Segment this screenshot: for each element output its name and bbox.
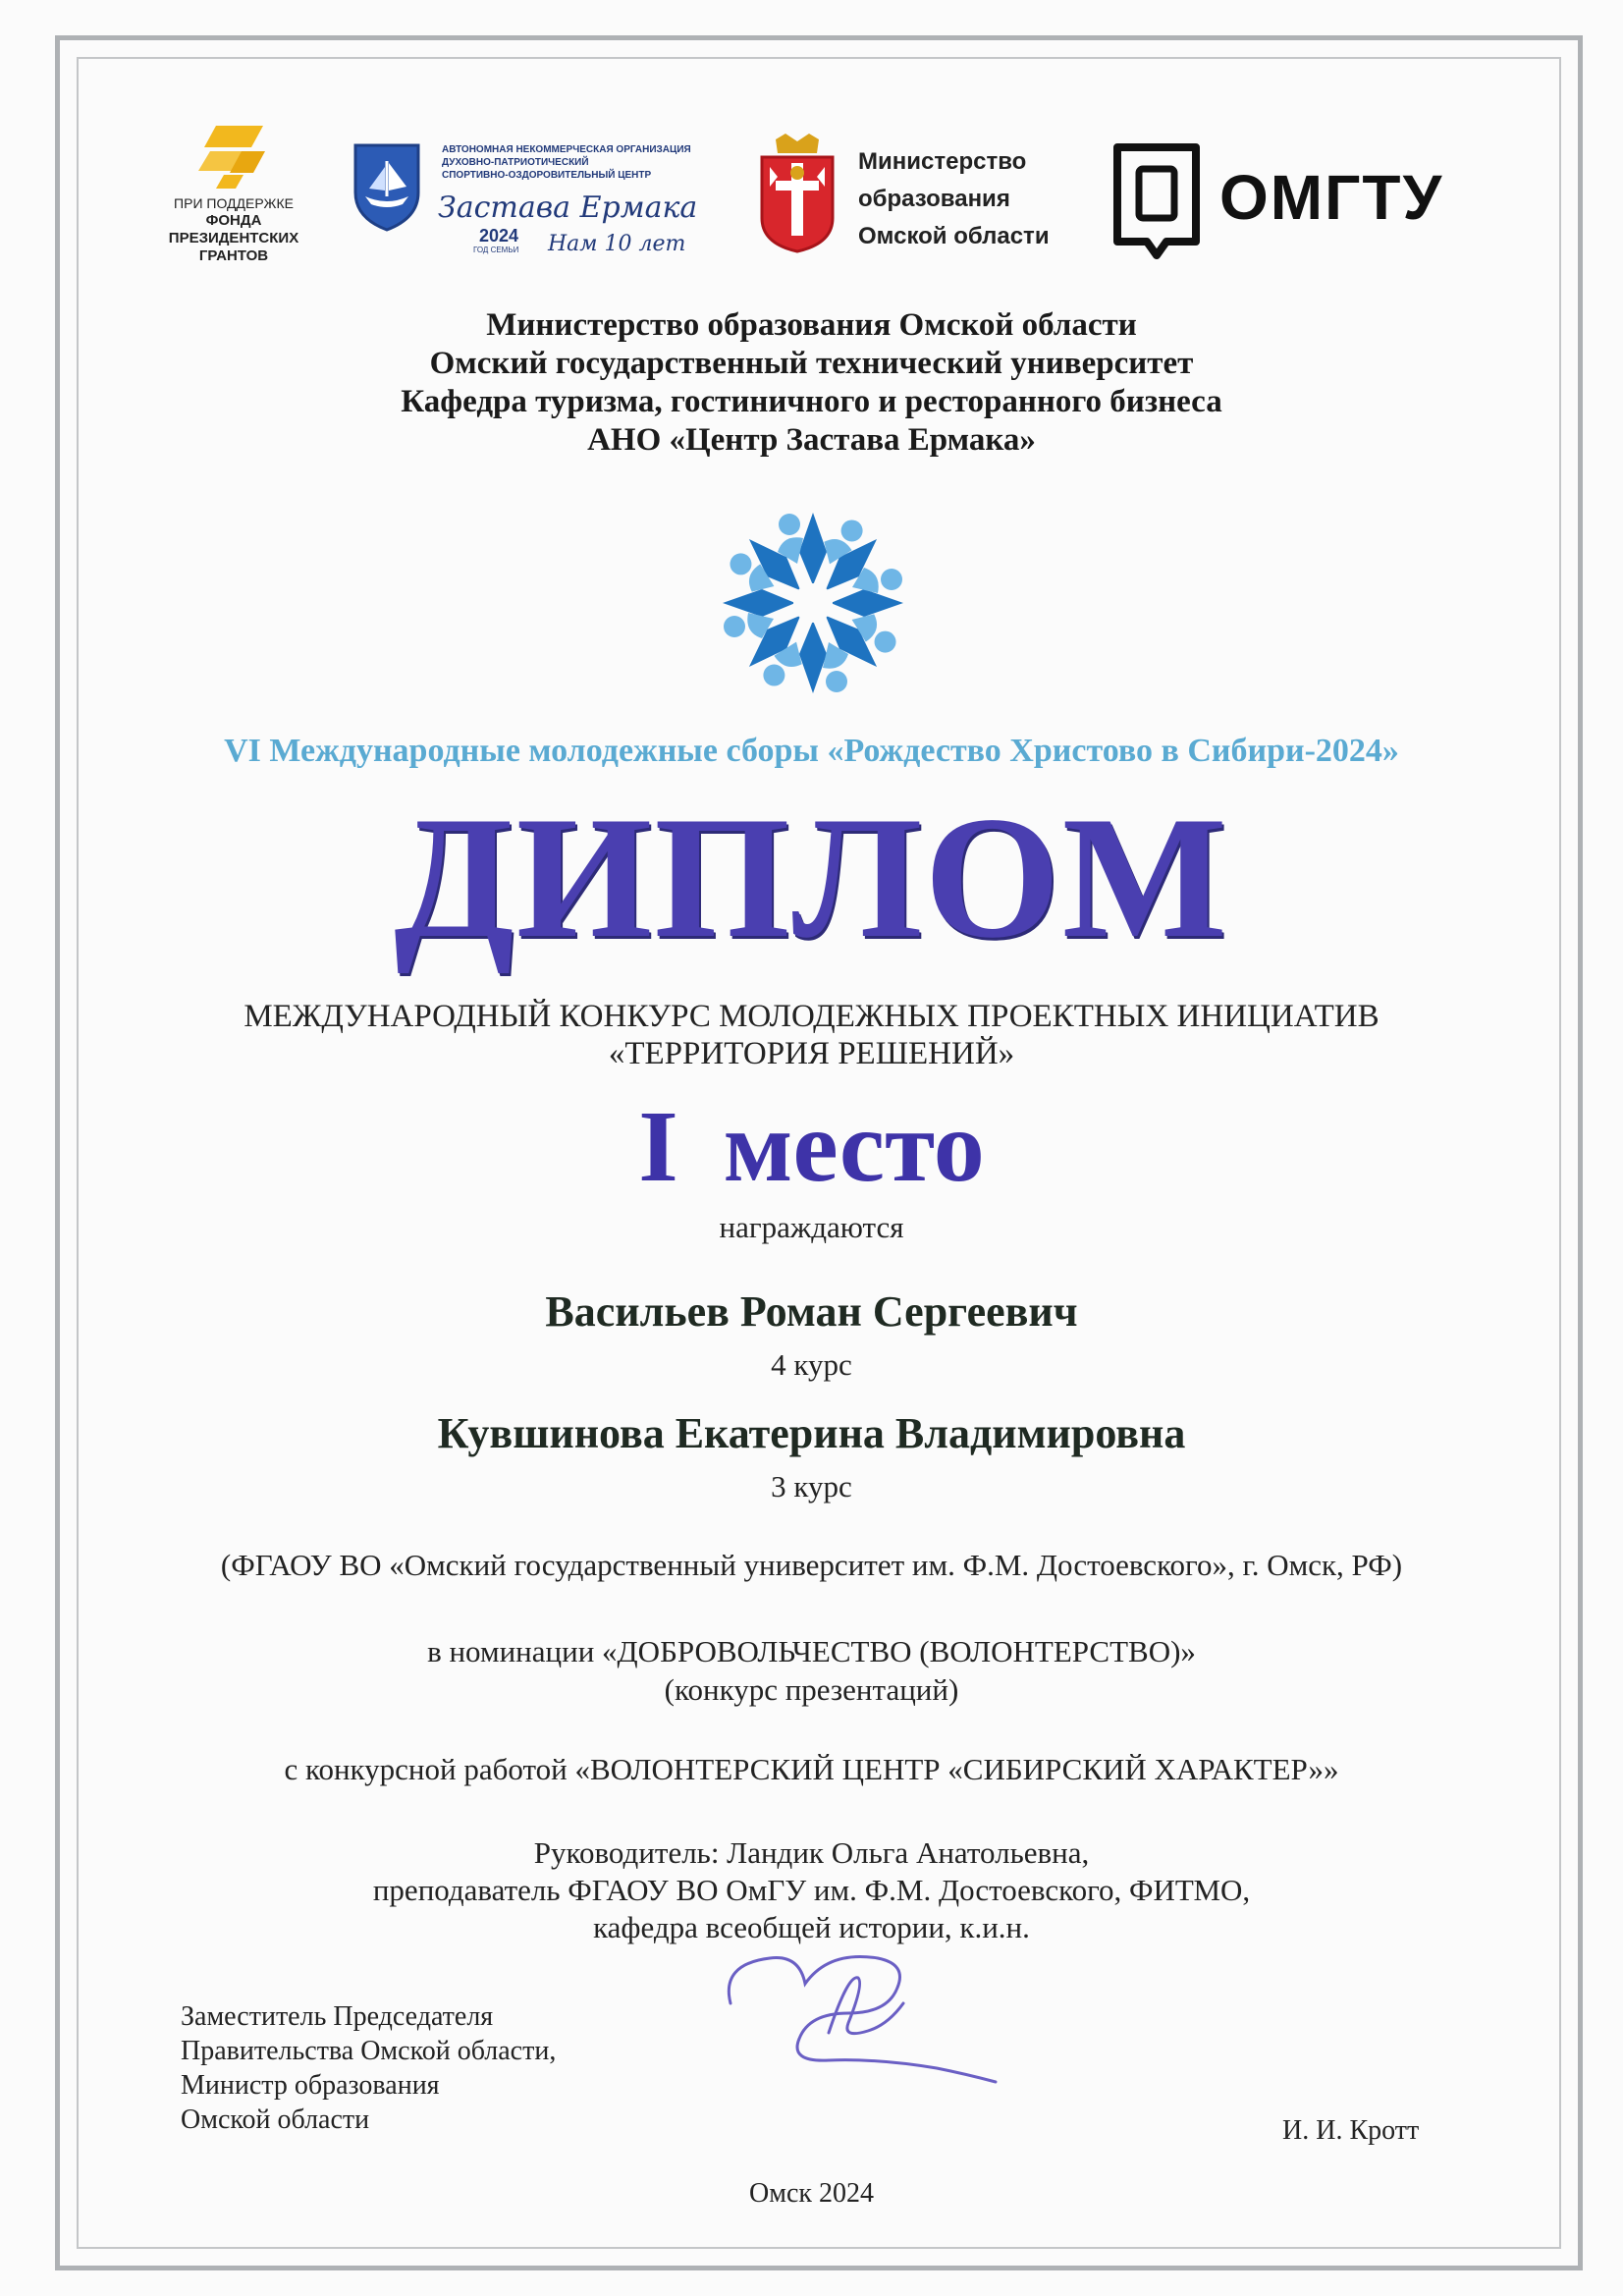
- contest-line2: «ТЕРРИТОРИЯ РЕШЕНИЙ»: [608, 1036, 1015, 1071]
- recipient-course: 3 курс: [771, 1469, 852, 1503]
- zastava-ermaka-logo: [352, 137, 705, 265]
- snowflake-people-emblem-icon: [705, 505, 921, 701]
- organizer-line: Министерство образования Омской области: [486, 307, 1137, 343]
- recipient-course: 4 курс: [771, 1347, 852, 1382]
- supervisor-line1: Руководитель: Ландик Ольга Анатольевна,: [533, 1835, 1090, 1870]
- zastava-caption1: АВТОНОМНАЯ НЕКОММЕРЧЕСКАЯ ОРГАНИЗАЦИЯ: [442, 144, 691, 155]
- signer-line4: Омской области: [181, 2105, 370, 2135]
- zastava-brand: Застава Ермака: [438, 191, 698, 225]
- contest-block: [0, 998, 1623, 1072]
- signer-name: И. И. Кротт: [1282, 2115, 1420, 2146]
- competition-work: с конкурсной работой «ВОЛОНТЕРСКИЙ ЦЕНТР «СИБИРСКИЙ ХАРАКТЕР»»: [284, 1752, 1339, 1786]
- zastava-year-sub: ГОД СЕМЬИ: [473, 246, 519, 254]
- diploma-heading: ДИПЛОМ: [394, 780, 1229, 974]
- contest-line1: МЕЖДУНАРОДНЫЙ КОНКУРС МОЛОДЕЖНЫХ ПРОЕКТНЫХ ИНИЦИАТИВ: [243, 999, 1380, 1034]
- ministry-line1: Министерство: [858, 148, 1027, 175]
- affiliation: (ФГАОУ ВО «Омский государственный университет им. Ф.М. Достоевского», г. Омск, РФ): [220, 1548, 1403, 1582]
- omgtu-text: ОМГТУ: [1219, 162, 1444, 233]
- ministry-line3: Омской области: [858, 223, 1050, 249]
- grants-line4: ГРАНТОВ: [198, 247, 269, 264]
- zastava-caption2: ДУХОВНО-ПАТРИОТИЧЕСКИЙ: [442, 157, 589, 168]
- organizer-line: АНО «Центр Застава Ермака»: [587, 422, 1036, 458]
- event-title: VI Международные молодежные сборы «Рождество Христово в Сибири-2024»: [224, 733, 1399, 769]
- recipient-name: Кувшинова Екатерина Владимировна: [437, 1409, 1186, 1457]
- grants-mark-icon: [194, 122, 273, 191]
- awarded-label: награждаются: [719, 1210, 904, 1244]
- nomination-line2: (конкурс презентаций): [664, 1672, 959, 1707]
- organizers-block: [0, 306, 1623, 460]
- omgtu-logo: [1109, 143, 1483, 261]
- supervisor-block: [0, 1834, 1623, 1946]
- ministry-logo: [756, 134, 1070, 261]
- signer-title-block: [181, 1999, 556, 2137]
- place-heading: I место: [638, 1090, 985, 1203]
- ministry-line2: образования: [858, 186, 1010, 212]
- handwritten-signature-icon: [711, 1944, 1005, 2102]
- supervisor-line2: преподаватель ФГАОУ ВО ОмГУ им. Ф.М. Достоевского, ФИТМО,: [372, 1873, 1251, 1907]
- zastava-tagline: Нам 10 лет: [548, 232, 686, 256]
- zastava-caption3: СПОРТИВНО-ОЗДОРОВИТЕЛЬНЫЙ ЦЕНТР: [442, 170, 652, 181]
- grants-line1: ПРИ ПОДДЕРЖКЕ: [174, 195, 294, 211]
- grants-line3: ПРЕЗИДЕНТСКИХ: [168, 230, 299, 246]
- omgtu-phone-icon: [1109, 143, 1204, 259]
- signer-line2: Правительства Омской области,: [181, 2036, 557, 2066]
- grants-line2: ФОНДА: [205, 212, 262, 229]
- zastava-year: 2024: [479, 226, 519, 246]
- signer-line3: Министр образования: [181, 2070, 440, 2101]
- recipient-name: Васильев Роман Сергеевич: [545, 1287, 1078, 1336]
- signer-line1: Заместитель Председателя: [181, 2001, 494, 2032]
- nomination-line1: в номинации «ДОБРОВОЛЬЧЕСТВО (ВОЛОНТЕРСТВО)»: [427, 1634, 1196, 1668]
- presidential-grants-logo: [135, 122, 332, 279]
- nomination-block: [0, 1632, 1623, 1709]
- organizer-line: Омский государственный технический университет: [429, 346, 1194, 381]
- organizer-line: Кафедра туризма, гостиничного и ресторанного бизнеса: [401, 384, 1222, 419]
- omsk-crest-icon: [756, 134, 839, 253]
- city-year: Омск 2024: [749, 2178, 874, 2209]
- ship-shield-icon: [352, 141, 422, 232]
- supervisor-line3: кафедра всеобщей истории, к.и.н.: [593, 1910, 1030, 1944]
